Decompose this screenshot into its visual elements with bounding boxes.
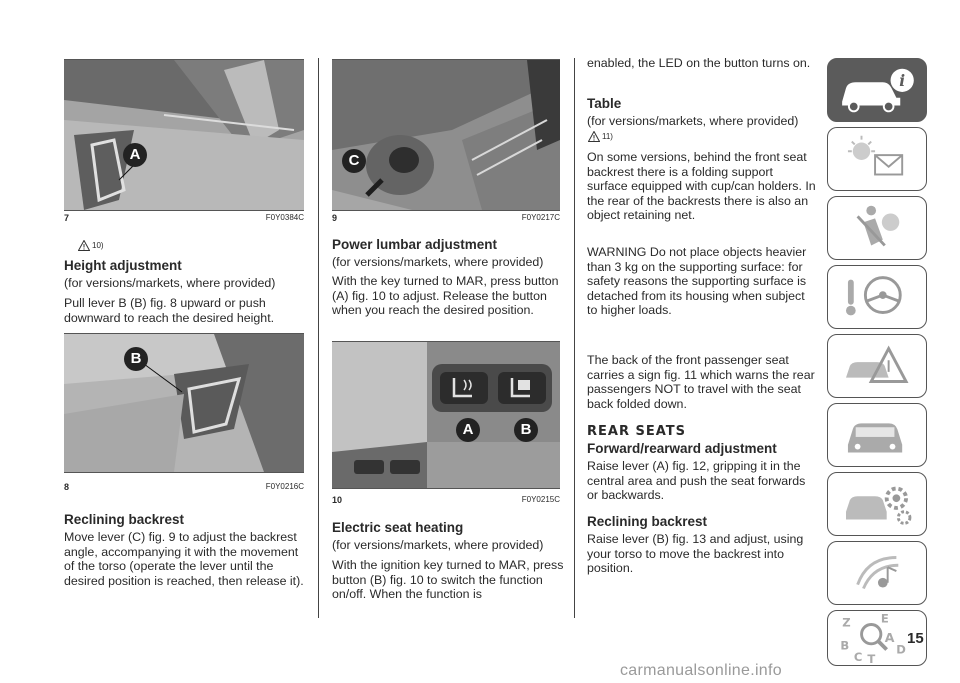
heading-rear-seats: REAR SEATS [587,424,687,439]
warning-lights-icon [828,128,926,190]
index-letter: B [840,638,850,653]
column-divider-2 [574,58,575,618]
figure-10-number: 10 [332,495,343,505]
figure-10-code: F0Y0215C [521,495,560,504]
airbag-seatbelt-icon [828,197,926,259]
tab-warning-lights[interactable] [827,127,927,191]
figure-8-number: 8 [64,482,70,492]
tab-technical-data[interactable] [827,472,927,536]
index-letter: A [884,629,895,645]
figure-7-callout-a: A [123,143,147,167]
index-letter: D [896,642,906,657]
heading-electric-seat-heating: Electric seat heating [332,520,464,535]
reclining-rear-text: Raise lever (B) fig. 13 and adjust, using your torso to move the backrest into position. [587,532,804,576]
heading-power-lumbar: Power lumbar adjustment [332,237,498,252]
figure-8-callout-b: B [124,347,148,371]
heading-table: Table [587,96,622,111]
figure-9-code: F0Y0217C [521,213,560,222]
figure-10-callout-b: B [514,418,538,442]
heating-text-continued: enabled, the LED on the button turns on. [587,56,811,70]
folding-support-text: On some versions, behind the front seat backrest there is a folding support surface equipped with cup/can holders. In the rear of the backrests there is also an object retaining net. [587,150,816,223]
car-maintenance-icon [828,404,926,466]
breakdown-warning-icon [828,335,926,397]
tab-servicing-care[interactable] [827,403,927,467]
table-availability: (for versions/markets, where provided) [587,114,799,128]
figure-7-code: F0Y0384C [265,213,304,222]
heading-height-adjustment: Height adjustment [64,258,182,273]
figure-7-number: 7 [64,213,70,223]
warning-note-10: 10) [78,240,104,251]
heading-reclining-backrest-rear: Reclining backrest [587,514,708,529]
figure-9-image [332,59,560,211]
figure-8-image [64,333,304,473]
figure-9-callout-c: C [342,149,366,173]
column-divider-1 [318,58,319,618]
height-text: Pull lever B (B) fig. 8 upward or push downward to reach the desired height. [64,296,275,325]
warning-text: WARNING Do not place objects heavier than 3 kg on the supporting surface: for safety reasons the supporting surface is detached from its housing when subject to higher loads. [587,245,807,318]
heading-forward-rearward: Forward/rearward adjustment [587,441,777,456]
figure-7-image [64,59,304,211]
multimedia-music-icon [828,542,926,604]
tab-safety[interactable] [827,196,927,260]
car-info-icon [828,59,926,121]
height-availability: (for versions/markets, where provided) [64,276,276,290]
steering-key-icon [828,266,926,328]
index-letter: T [867,652,876,665]
heating-text: With the ignition key turned to MAR, press button (B) fig. 10 to switch the function on/off. When the function is [332,558,564,602]
heating-availability: (for versions/markets, where provided) [332,538,544,552]
lumbar-availability: (for versions/markets, where provided) [332,255,544,269]
warning-note-11: 11) [588,131,613,142]
lumbar-text: With the key turned to MAR, press button (A) fig. 10 to adjust. Release the button when you reach the desired position. [332,274,559,318]
tab-multimedia[interactable] [827,541,927,605]
warning-triangle-icon [588,131,600,142]
index-letter: Z [842,615,851,630]
tab-in-emergency[interactable] [827,334,927,398]
watermark-text: carmanualsonline.info [620,662,782,679]
figure-10-callout-a: A [456,418,480,442]
svg-text:i: i [899,71,906,91]
figure-8-code: F0Y0216C [265,482,304,491]
index-letter: E [880,611,889,626]
technical-data-gear-icon [828,473,926,535]
heading-reclining-backrest: Reclining backrest [64,512,185,527]
forward-rearward-text: Raise lever (A) fig. 12, gripping it in the central area and push the seat forwards or backwards. [587,459,806,503]
page-number: 15 [907,630,924,647]
figure-9-number: 9 [332,213,338,223]
index-letter: C [853,650,863,665]
figure-10-image [332,341,560,489]
reclining-text: Move lever (C) fig. 9 to adjust the backrest angle, accompanying it with the movement of the torso (operate the lever until the desired position is reached, then release it). [64,530,304,588]
tab-starting-driving[interactable] [827,265,927,329]
tab-car-info[interactable] [827,58,927,122]
passenger-sign-text: The back of the front passenger seat carries a sign fig. 11 which warns the rear passengers NOT to travel with the seat back folded down. [587,353,815,411]
warning-triangle-icon [78,240,90,251]
